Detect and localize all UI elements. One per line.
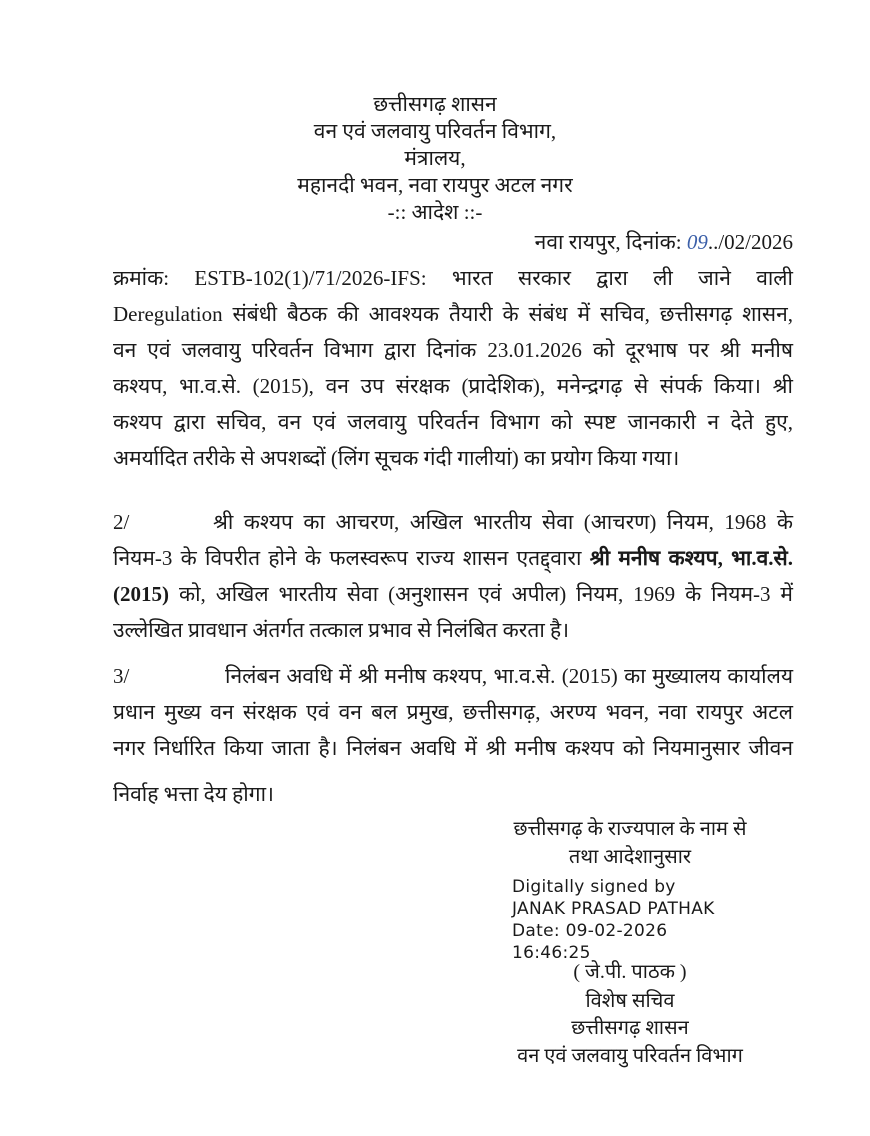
para1-line: कश्यप द्वारा सचिव, वन एवं जलवायु परिवर्तन विभाग को स्पष्ट जानकारी न देते हुए, — [113, 410, 793, 434]
para3-line: प्रधान मुख्य वन संरक्षक एवं वन बल प्रमुख, छत्तीसगढ़, अरण्य भवन, नवा रायपुर अटल — [113, 700, 793, 724]
order-title: -:: आदेश ::- — [387, 200, 483, 224]
signature-order: तथा आदेशानुसार — [568, 846, 692, 868]
department-name: वन एवं जलवायु परिवर्तन विभाग, — [313, 119, 557, 143]
date-line — [113, 228, 793, 256]
batch-bold: (2015) — [113, 582, 169, 606]
ministry-name: मंत्रालय, — [404, 146, 466, 170]
signatory-office: छत्तीसगढ़ शासन — [571, 1017, 689, 1039]
signatory-name: ( जे.पी. पाठक ) — [573, 961, 687, 983]
govt-name: छत्तीसगढ़ शासन — [373, 92, 497, 116]
para1-line: अमर्यादित तरीके से अपशब्दों (लिंग सूचक गंदी गालीयां) का प्रयोग किया गया। — [113, 446, 680, 470]
signatory-department: वन एवं जलवायु परिवर्तन विभाग — [517, 1045, 743, 1067]
para2-line — [113, 508, 793, 536]
digital-signature-line: Date: 09-02-2026 — [512, 921, 668, 941]
para2-text: को, अखिल भारतीय सेवा (अनुशासन एवं अपील) नियम, 1969 के नियम-3 में — [169, 582, 793, 606]
para1-line: वन एवं जलवायु परिवर्तन विभाग द्वारा दिनांक 23.01.2026 को दूरभाष पर श्री मनीष — [113, 338, 793, 362]
para1-line: कश्यप, भा.व.से. (2015), वन उप संरक्षक (प्रादेशिक), मनेन्द्रगढ़ से संपर्क किया। श्री — [113, 374, 793, 398]
para2-text: नियम-3 के विपरीत होने के फलस्वरूप राज्य शासन एतद्द्वारा — [113, 546, 590, 570]
para1-line: Deregulation संबंधी बैठक की आवश्यक तैयारी के संबंध में सचिव, छत्तीसगढ़ शासन, — [113, 302, 793, 326]
digital-signature-line: JANAK PRASAD PATHAK — [512, 899, 715, 919]
para3-line: निर्वाह भत्ता देय होगा। — [113, 782, 274, 806]
signature-authority: छत्तीसगढ़ के राज्यपाल के नाम से — [513, 818, 747, 840]
date-prefix: नवा रायपुर, दिनांक: — [534, 230, 687, 254]
date-suffix: ../02/2026 — [707, 230, 793, 254]
para3-line: नगर निर्धारित किया जाता है। निलंबन अवधि में श्री मनीष कश्यप को नियमानुसार जीवन — [113, 736, 793, 760]
para2-line — [113, 544, 793, 572]
para2-line — [113, 580, 793, 608]
para2-line: उल्लेखित प्रावधान अंतर्गत तत्काल प्रभाव से निलंबित करता है। — [113, 618, 570, 642]
para3-line — [113, 662, 793, 690]
para2-number: 2/ — [113, 510, 130, 534]
address: महानदी भवन, नवा रायपुर अटल नगर — [297, 173, 573, 197]
para1-line: क्रमांक: ESTB-102(1)/71/2026-IFS: भारत सरकार द्वारा ली जाने वाली — [113, 266, 793, 290]
digital-signature-line: 16:46:25 — [512, 943, 591, 963]
digital-signature-line: Digitally signed by — [512, 877, 676, 897]
para3-number: 3/ — [113, 664, 130, 688]
para2-text: श्री कश्यप का आचरण, अखिल भारतीय सेवा (आचरण) नियम, 1968 के — [213, 510, 793, 534]
officer-name-bold: श्री मनीष कश्यप, भा.व.से. — [589, 546, 793, 570]
handwritten-day: 09 — [686, 230, 708, 254]
signatory-designation: विशेष सचिव — [585, 990, 675, 1012]
para3-text: निलंबन अवधि में श्री मनीष कश्यप, भा.व.से. (2015) का मुख्यालय कार्यालय — [225, 664, 793, 688]
